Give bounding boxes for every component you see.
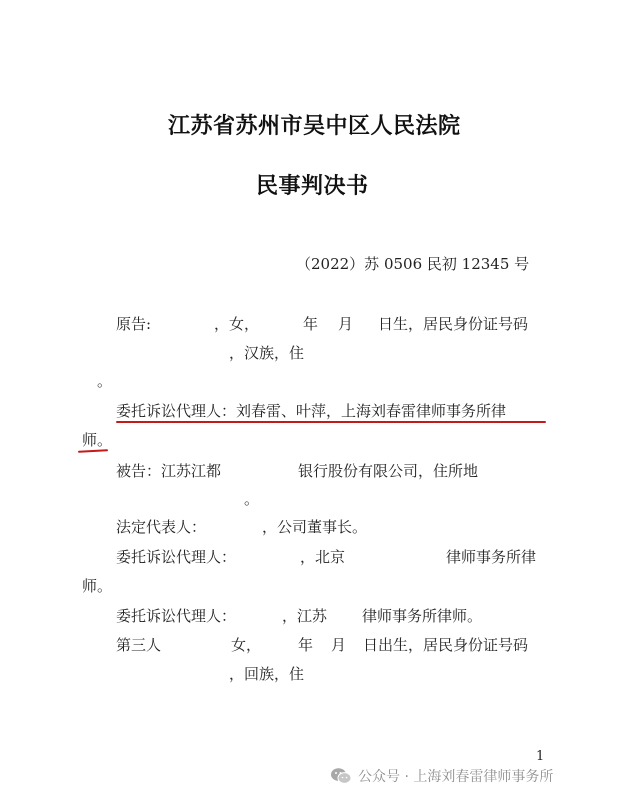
defendant-bank: 银行股份有限公司，住所地 xyxy=(298,462,479,480)
legal-rep-role: ，公司董事长。 xyxy=(262,518,368,536)
plaintiff-address-end: 。 xyxy=(97,372,113,390)
court-name: 江苏省苏州市吴中区人民法院 xyxy=(168,113,461,139)
plaintiff-gender: ，女， xyxy=(214,315,260,333)
defendant-label: 被告：江苏江都 xyxy=(116,462,222,480)
page-number: 1 xyxy=(536,749,545,764)
plaintiff-month: 月 xyxy=(338,315,354,333)
defendant-agent-1-label: 委托诉讼代理人： xyxy=(116,548,237,566)
plaintiff-agent-line2: 师。 xyxy=(82,431,113,449)
highlight-underline-2 xyxy=(78,449,108,453)
watermark-text: 公众号 · 上海刘春雷律师事务所 xyxy=(358,769,554,785)
legal-rep-label: 法定代表人： xyxy=(116,518,207,536)
third-party-year: 年 xyxy=(298,636,314,654)
highlight-underline-1 xyxy=(116,421,546,423)
third-party-birth-id: 日出生，居民身份证号码 xyxy=(363,636,529,654)
plaintiff-birth-id: 日生，居民身份证号码 xyxy=(378,315,529,333)
defendant-agent-1-line2: 师。 xyxy=(82,577,113,595)
third-party-label: 第三人 xyxy=(116,636,162,654)
defendant-agent-2-city: ，江苏 xyxy=(282,607,328,625)
plaintiff-label: 原告: xyxy=(116,315,152,333)
third-party-month: 月 xyxy=(331,636,347,654)
plaintiff-agent-line1: 委托诉讼代理人：刘春雷、叶萍，上海刘春雷律师事务所律 xyxy=(116,402,507,420)
defendant-agent-1-firm: 律师事务所律 xyxy=(446,548,537,566)
plaintiff-ethnicity: ，汉族，住 xyxy=(229,344,305,362)
case-number: （2022）苏 0506 民初 12345 号 xyxy=(296,255,530,273)
wechat-icon xyxy=(330,767,352,785)
third-party-ethnicity: ，回族，住 xyxy=(229,665,305,683)
document-type: 民事判决书 xyxy=(256,173,369,199)
watermark xyxy=(330,766,553,786)
third-party-gender: 女， xyxy=(231,636,262,654)
plaintiff-year: 年 xyxy=(303,315,319,333)
defendant-agent-1-city: ，北京 xyxy=(300,548,346,566)
defendant-agent-2-label: 委托诉讼代理人： xyxy=(116,607,237,625)
defendant-agent-2-firm: 律师事务所律师。 xyxy=(362,607,483,625)
defendant-address-end: 。 xyxy=(244,490,260,508)
